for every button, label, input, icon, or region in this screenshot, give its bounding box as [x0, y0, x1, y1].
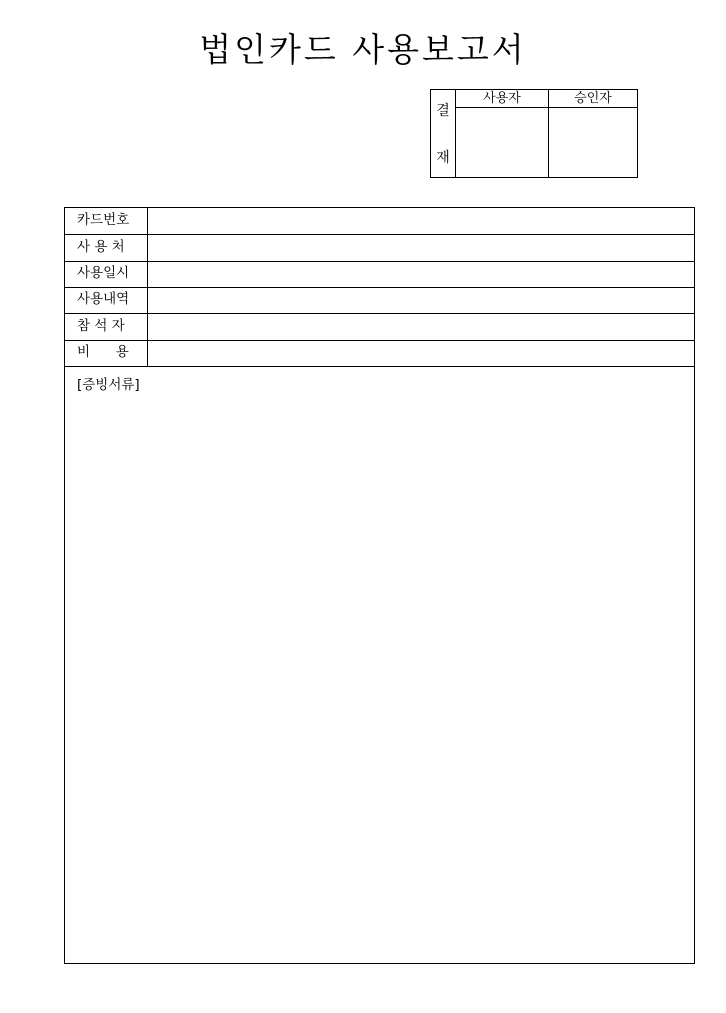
- evidence-label: [증빙서류]: [77, 377, 140, 393]
- datetime-field[interactable]: [148, 261, 694, 287]
- approval-header-user: 사용자: [456, 90, 548, 108]
- form-row-datetime: [65, 261, 694, 288]
- form-row-card-number: [65, 208, 694, 235]
- document-title: 법인카드 사용보고서: [199, 30, 527, 69]
- approval-column-approver: [549, 90, 637, 177]
- approval-label-bottom: 재: [436, 150, 450, 166]
- signature-cell-user[interactable]: [456, 108, 548, 177]
- card-number-label: 카드번호: [65, 208, 148, 234]
- approval-column-user: [456, 90, 549, 177]
- card-number-field[interactable]: [148, 208, 694, 234]
- report-form: [64, 207, 695, 964]
- approval-label-top: 결: [436, 103, 450, 119]
- attendees-label: 참 석 자: [65, 314, 148, 340]
- form-row-cost: [65, 340, 694, 367]
- merchant-field[interactable]: [148, 235, 694, 261]
- attendees-field[interactable]: [148, 314, 694, 340]
- details-field[interactable]: [148, 287, 694, 313]
- cost-label: 비 용: [65, 340, 148, 366]
- form-row-attendees: [65, 314, 694, 341]
- approval-box: [430, 89, 638, 178]
- merchant-label: 사 용 처: [65, 235, 148, 261]
- signature-cell-approver[interactable]: [549, 108, 637, 177]
- form-row-details: [65, 287, 694, 314]
- details-label: 사용내역: [65, 287, 148, 313]
- cost-field[interactable]: [148, 340, 694, 366]
- approval-header-approver: 승인자: [549, 90, 637, 108]
- approval-side-label: [431, 90, 456, 177]
- form-row-merchant: [65, 235, 694, 262]
- datetime-label: 사용일시: [65, 261, 148, 287]
- evidence-area[interactable]: [65, 367, 694, 963]
